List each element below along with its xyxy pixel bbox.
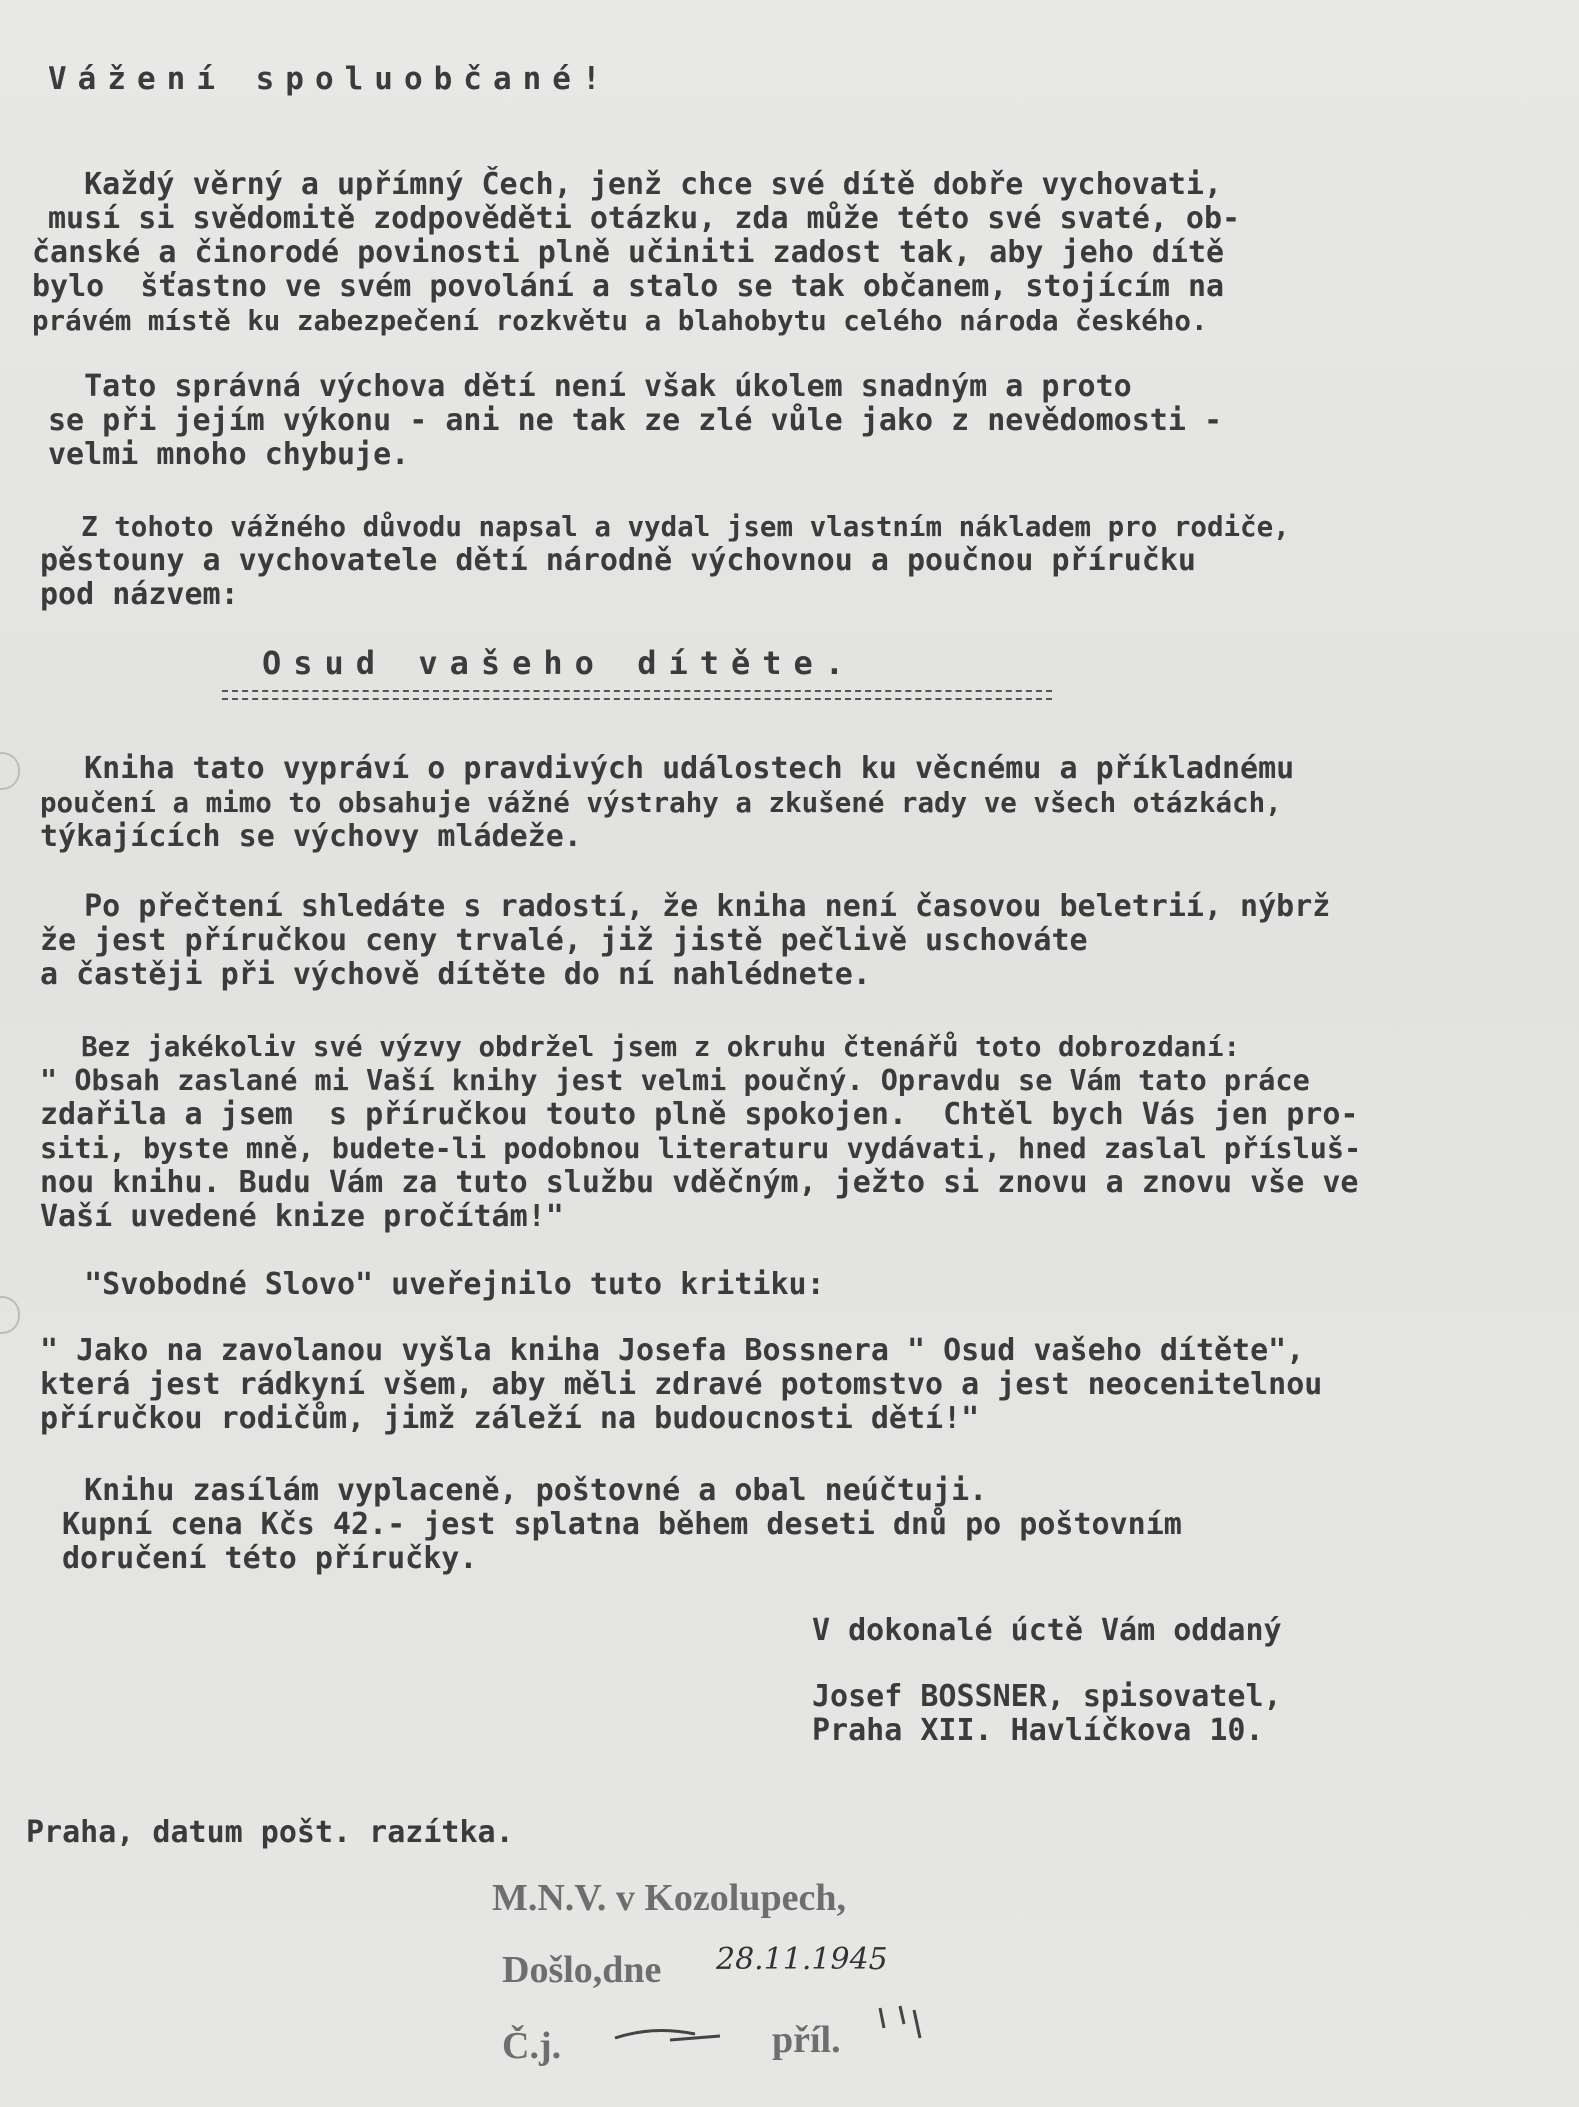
paragraph-line: Po přečtení shledáte s radostí, že kniha není časovou beletrií, nýbrž	[48, 889, 1331, 924]
paragraph-line: velmi mnoho chybuje.	[48, 437, 410, 472]
paragraph-line: čanské a činorodé povinosti plně učiniti zadost tak, aby jeho dítě	[32, 235, 1225, 270]
paragraph-line: poučení a mimo to obsahuje vážné výstrahy a zkušené rady ve všech otázkách,	[40, 787, 1282, 819]
paragraph-line: Každý věrný a upřímný Čech, jenž chce své dítě dobře vychovati,	[48, 167, 1222, 202]
paragraph-line: Knihu zasílám vyplaceně, poštovné a obal neúčtuji.	[48, 1473, 988, 1508]
stamp-ref-label: Č.j.	[502, 2025, 562, 2067]
paragraph-line: siti, byste mně, budete-li podobnou literaturu vydávati, hned zaslal přísluš-	[40, 1132, 1362, 1165]
place-date: Praha, datum pošt. razítka.	[26, 1815, 514, 1850]
handwritten-tick	[870, 1998, 930, 2048]
paragraph-line: a častěji při výchově dítěte do ní nahlédnete.	[40, 957, 871, 992]
paragraph-line: Vaší uvedené knize pročítám!"	[40, 1199, 564, 1234]
paragraph-line: právém místě ku zabezpečení rozkvětu a blahobytu celého národa českého.	[32, 305, 1208, 337]
signature-address: Praha XII. Havlíčkova 10.	[812, 1713, 1264, 1748]
signature-name: Josef BOSSNER, spisovatel,	[812, 1679, 1282, 1714]
paragraph-line: doručení této příručky.	[62, 1541, 478, 1576]
punch-hole	[0, 752, 20, 790]
paragraph-line: nou knihu. Budu Vám za tuto službu vděčným, ježto si znovu a znovu vše ve	[40, 1165, 1359, 1200]
paragraph-line: příručkou rodičům, jimž záleží na budoucnosti dětí!"	[40, 1401, 980, 1436]
paragraph-line: pěstouny a vychovatele dětí národně výchovnou a poučnou příručku	[40, 543, 1196, 578]
punch-hole	[0, 1296, 20, 1334]
paragraph-line: týkajících se výchovy mládeže.	[40, 819, 582, 854]
paragraph-line: musí si svědomitě zodpověděti otázku, zda může této své svaté, ob-	[48, 201, 1241, 236]
paragraph-line: bylo šťastno ve svém povolání a stalo se tak občanem, stojícím na	[32, 269, 1225, 304]
paragraph-line: Bez jakékoliv své výzvy obdržel jsem z okruhu čtenářů toto dobrozdaní:	[48, 1031, 1241, 1063]
paragraph-line: " Jako na zavolanou vyšla kniha Josefa Bossnera " Osud vašeho dítěte",	[40, 1333, 1305, 1368]
stamp-attachments-label: příl.	[772, 2019, 841, 2061]
handwritten-mark	[610, 2010, 730, 2050]
stamp-received-date: 28.11.1945	[716, 1942, 888, 1977]
closing: V dokonalé úctě Vám oddaný	[812, 1613, 1282, 1648]
paragraph-line: "Svobodné Slovo" uveřejnilo tuto kritiku:	[48, 1267, 825, 1302]
paragraph-line: Kniha tato vypráví o pravdivých událostech ku věcnému a příkladnému	[48, 751, 1295, 786]
paragraph-line: Z tohoto vážného důvodu napsal a vydal jsem vlastním nákladem pro rodiče,	[48, 511, 1290, 543]
paragraph-line: pod názvem:	[40, 577, 239, 612]
paragraph-line: Kupní cena Kčs 42.- jest splatna během deseti dnů po poštovním	[62, 1507, 1182, 1542]
paragraph-line: zdařila a jsem s příručkou touto plně spokojen. Chtěl bych Vás jen pro-	[40, 1097, 1359, 1132]
paragraph-line: se při jejím výkonu - ani ne tak ze zlé vůle jako z nevědomosti -	[48, 403, 1222, 438]
stamp-office: M.N.V. v Kozolupech,	[492, 1877, 846, 1919]
book-title: Osud vašeho dítěte.	[262, 644, 857, 682]
salutation: Vážení spoluobčané!	[48, 61, 612, 97]
paragraph-line: " Obsah zaslané mi Vaší knihy jest velmi poučný. Opravdu se Vám tato práce	[40, 1064, 1310, 1097]
paragraph-line: Tato správná výchova dětí není však úkolem snadným a proto	[48, 369, 1132, 404]
stamp-received-label: Došlo,dne	[502, 1949, 662, 1991]
title-underline	[222, 690, 1052, 700]
paragraph-line: která jest rádkyní všem, aby měli zdravé potomstvo a jest neocenitelnou	[40, 1367, 1323, 1402]
paragraph-line: že jest příručkou ceny trvalé, již jistě pečlivě uschováte	[40, 923, 1088, 958]
